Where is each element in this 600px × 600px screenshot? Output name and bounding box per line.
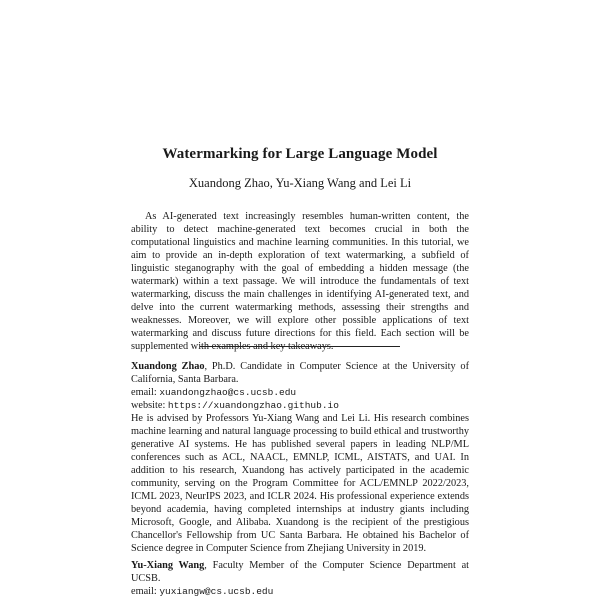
bio-email-label: email: (131, 586, 160, 597)
bio-email-line (131, 386, 469, 399)
bio-role: , Ph.D. Candidate in Computer Science at the University of California, Santa Barbara. (131, 361, 469, 385)
bio-website-link[interactable]: https://xuandongzhao.github.io (167, 400, 339, 411)
bio-email[interactable]: xuandongzhao@cs.ucsb.edu (159, 387, 297, 398)
bio-text: He is advised by Professors Yu-Xiang Wang and Lei Li. His research combines machine learning and natural language processing to build ethical and trustworthy generative AI systems. He has published several papers in leading NLP/ML conferences such as ACL, NAACL, EMNLP, ICML, AISTATS, and UAI. In addition to his research, Xuandong has actively participated in the academic community, serving on the Program Committee for ACL/EMNLP 2022/2023, ICML 2023, NeurIPS 2023, and ICLR 2024. His professional experience extends beyond academia, having completed internships at industry giants including Microsoft, Google, and Alibaba. Xuandong is the recipient of the prestigious Chancellor's Fellowship from UC Santa Barbara. He obtained his Bachelor of Science degree in Computer Science from Zhejiang University in 2019. (131, 413, 469, 554)
paper-authors: Xuandong Zhao, Yu-Xiang Wang and Lei Li (188, 176, 412, 190)
bio-email-line (131, 585, 469, 598)
bio-website-line (131, 399, 469, 412)
abstract-paragraph: As AI-generated text increasingly resembles human-written content, the ability to detect machine-generated text becomes crucial in both the computational linguistics and machine learning communities. In this tutorial, we aim to provide an in-depth exploration of text watermarking, a subfield of linguistic steganography with the goal of embedding a hidden message (the watermark) within a text passage. We will introduce the fundamentals of text watermarking, discuss the main challenges in identifying AI-generated text, and delve into the current watermarking methods, assessing their strengths and weaknesses. Moreover, we will explore other possible applications of text watermarking and discuss future directions for this field. Each section will be supplemented with examples and key takeaways. (131, 211, 469, 352)
paper-title: Watermarking for Large Language Model (162, 146, 438, 162)
bio-name: Xuandong Zhao (131, 361, 205, 372)
bio-heading (131, 559, 469, 585)
bio-heading (131, 360, 469, 386)
author-bio-wang (131, 559, 469, 598)
bio-email[interactable]: yuxiangw@cs.ucsb.edu (159, 586, 274, 597)
author-bio-zhao (131, 360, 469, 555)
bio-name: Yu-Xiang Wang (131, 560, 205, 571)
bio-website-label: website: (131, 400, 168, 411)
section-divider (200, 346, 400, 347)
bio-email-label: email: (131, 387, 160, 398)
bio-role: , Faculty Member of the Computer Science Department at UCSB. (131, 560, 469, 584)
